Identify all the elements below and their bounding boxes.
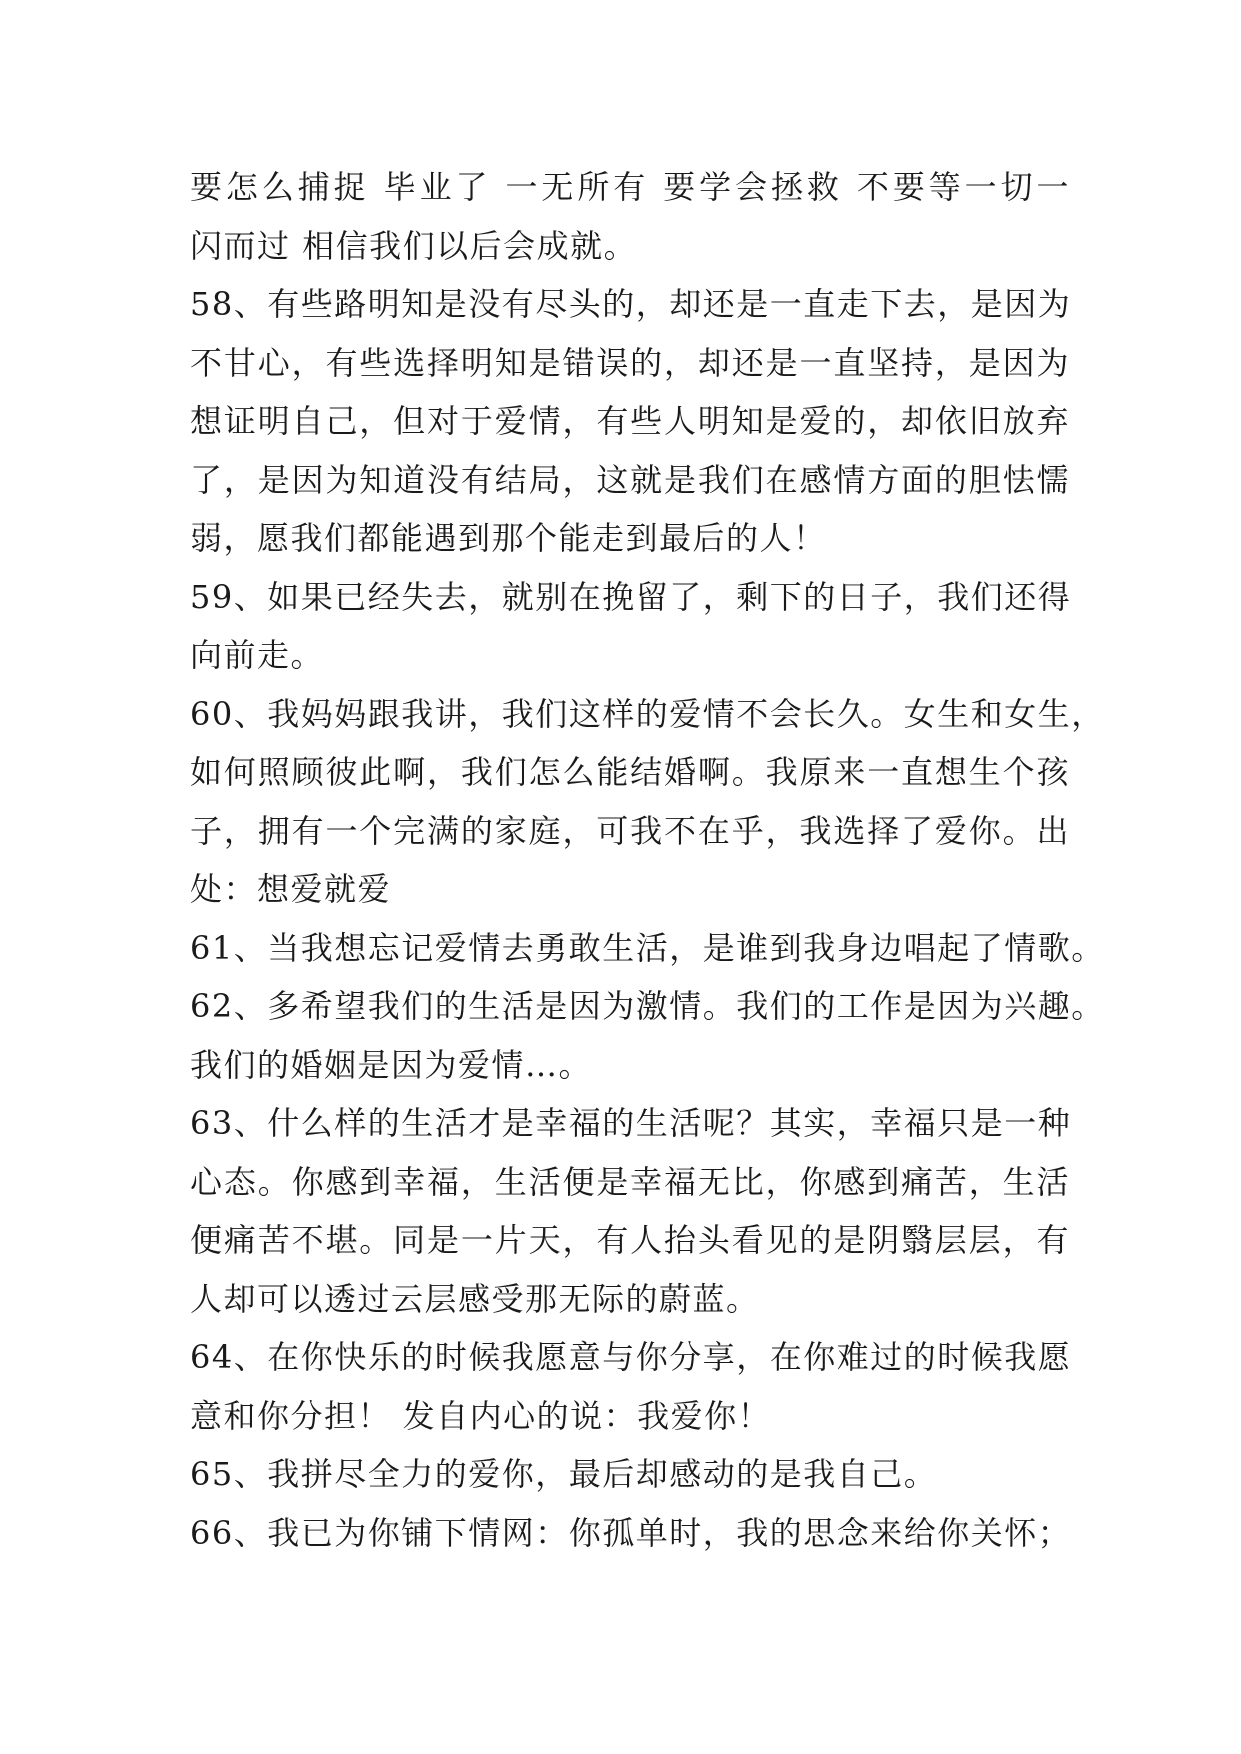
text-line: 58、有些路明知是没有尽头的，却还是一直走下去，是因为	[190, 285, 1072, 323]
text-line: 63、什么样的生活才是幸福的生活呢？其实，幸福只是一种	[190, 1104, 1072, 1142]
text-line: 要怎么捕捉 毕业了 一无所有 要学会拯救 不要等一切一	[190, 168, 1070, 206]
text-line: 处：想爱就爱	[190, 870, 392, 908]
text-line: 65、我拼尽全力的爱你，最后却感动的是我自己。	[190, 1455, 938, 1493]
text-line: 意和你分担！ 发自内心的说：我爱你！	[190, 1396, 772, 1435]
document-page	[190, 158, 1105, 1562]
text-line: 59、如果已经失去，就别在挽留了，剩下的日子，我们还得	[190, 577, 1072, 616]
text-line: 61、当我想忘记爱情去勇敢生活，是谁到我身边唱起了情歌。	[190, 928, 1105, 967]
text-line: 了，是因为知道没有结局，这就是我们在感情方面的胆怯懦	[190, 460, 1070, 499]
text-line: 想证明自己，但对于爱情，有些人明知是爱的，却依旧放弃	[190, 402, 1070, 440]
text-line: 64、在你快乐的时候我愿意与你分享，在你难过的时候我愿	[190, 1338, 1072, 1376]
text-line: 便痛苦不堪。同是一片天，有人抬头看见的是阴翳层层，有	[190, 1221, 1070, 1259]
text-line: 子，拥有一个完满的家庭，可我不在乎，我选择了爱你。出	[190, 811, 1070, 850]
text-line: 人却可以透过云层感受那无际的蔚蓝。	[190, 1279, 760, 1318]
text-line: 向前走。	[190, 636, 325, 674]
text-line: 闪而过 相信我们以后会成就。	[190, 226, 638, 265]
text-line: 不甘心，有些选择明知是错误的，却还是一直坚持，是因为	[190, 343, 1070, 382]
text-line: 我们的婚姻是因为爱情…。	[190, 1045, 593, 1084]
text-line: 60、我妈妈跟我讲，我们这样的爱情不会长久。女生和女生，	[190, 694, 1105, 733]
text-line: 66、我已为你铺下情网：你孤单时，我的思念来给你关怀；	[190, 1513, 1072, 1552]
text-line: 弱，愿我们都能遇到那个能走到最后的人！	[190, 519, 827, 557]
text-line: 62、多希望我们的生活是因为激情。我们的工作是因为兴趣。	[190, 987, 1105, 1025]
text-line: 心态。你感到幸福，生活便是幸福无比，你感到痛苦，生活	[190, 1162, 1070, 1201]
text-line: 如何照顾彼此啊，我们怎么能结婚啊。我原来一直想生个孩	[190, 753, 1070, 791]
